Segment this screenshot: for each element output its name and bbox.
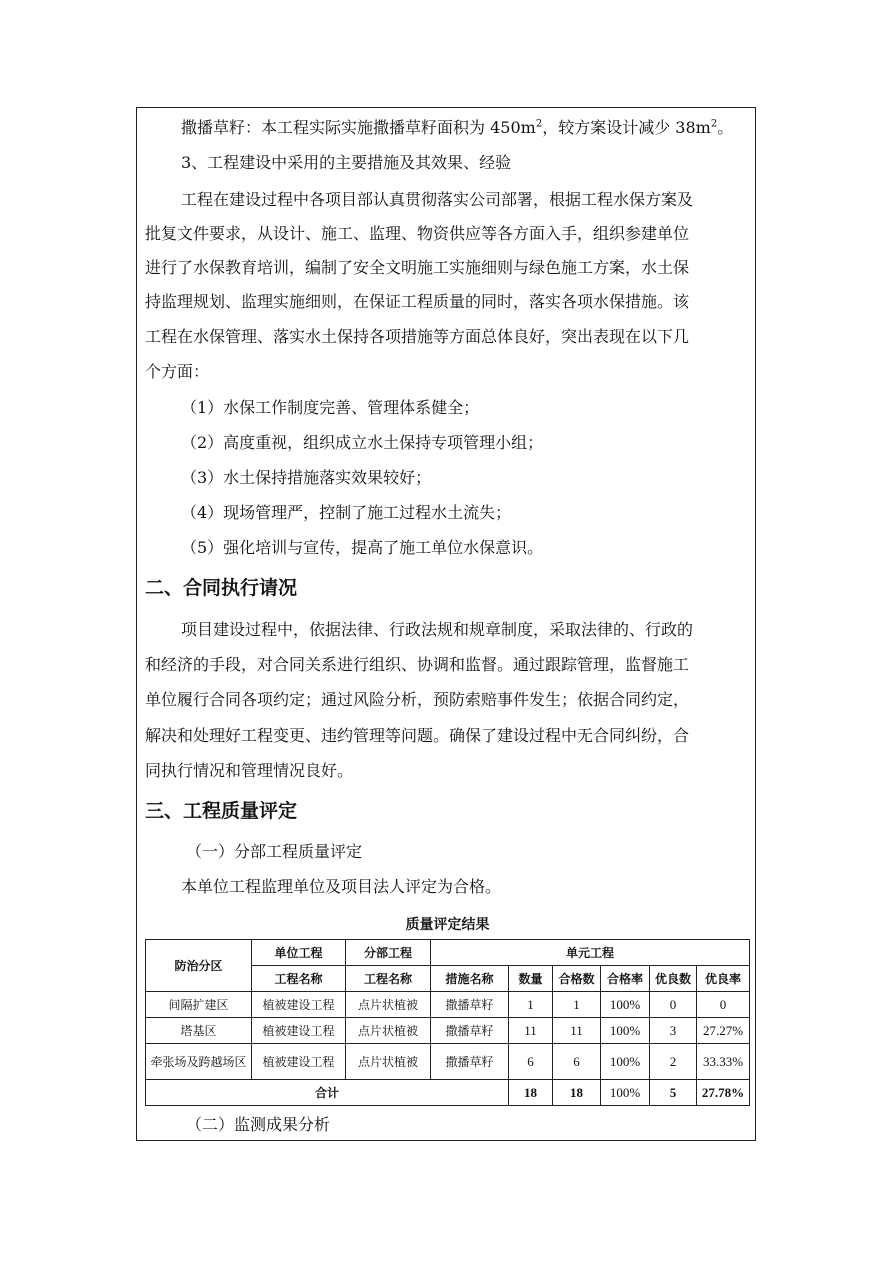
- list-item: （4）现场管理严，控制了施工过程水土流失；: [181, 503, 512, 522]
- qualified-rate-cell: 100%: [601, 1044, 650, 1080]
- total-qualified-rate-cell: 100%: [601, 1080, 650, 1106]
- header-cell: 单元工程: [431, 940, 750, 966]
- qualified-cell: 6: [553, 1044, 601, 1080]
- point-3-title: 3、工程建设中采用的主要措施及其效果、经验: [181, 153, 512, 172]
- total-excellent-rate-cell: 27.78%: [697, 1080, 750, 1106]
- unit-cell: 植被建设工程: [252, 1018, 346, 1044]
- table-caption: 质量评定结果: [405, 917, 490, 933]
- paragraph-line: 进行了水保教育培训，编制了安全文明施工实施细则与绿色施工方案，水土保: [145, 258, 690, 277]
- total-qualified-cell: 18: [553, 1080, 601, 1106]
- sowing-text-3: 。: [717, 118, 734, 137]
- excellent-rate-cell: 27.27%: [697, 1018, 750, 1044]
- list-item: （2）高度重视，组织成立水土保持专项管理小组；: [181, 433, 544, 452]
- measure-cell: 撒播草籽: [431, 1018, 509, 1044]
- table-row: [146, 1018, 750, 1044]
- sub-cell: 点片状植被: [346, 1018, 431, 1044]
- measure-cell: 撒播草籽: [431, 1044, 509, 1080]
- list-item: （1）水保工作制度完善、管理体系健全；: [181, 398, 480, 417]
- header-cell: 优良数: [650, 966, 697, 992]
- header-cell: 合格率: [601, 966, 650, 992]
- zone-cell: 间隔扩建区: [146, 992, 252, 1018]
- measure-cell: 撒播草籽: [431, 992, 509, 1018]
- quality-table: [145, 939, 750, 1106]
- qualified-cell: 1: [553, 992, 601, 1018]
- paragraph-line: 工程在水保管理、落实水土保持各项措施等方面总体良好，突出表现在以下几: [145, 327, 690, 346]
- qualified-cell: 11: [553, 1018, 601, 1044]
- count-cell: 11: [509, 1018, 553, 1044]
- paragraph-line: 项目建设过程中，依据法律、行政法规和规章制度，采取法律的、行政的: [181, 620, 694, 639]
- qualified-rate-cell: 100%: [601, 1018, 650, 1044]
- paragraph-line: 工程在建设过程中各项目部认真贯彻落实公司部署，根据工程水保方案及: [181, 190, 694, 209]
- header-cell: 数量: [509, 966, 553, 992]
- list-item: （3）水土保持措施落实效果较好；: [181, 468, 432, 487]
- header-cell: 合格数: [553, 966, 601, 992]
- paragraph-line: 批复文件要求，从设计、施工、监理、物资供应等各方面入手，组织参建单位: [145, 224, 690, 243]
- sub-cell: 点片状植被: [346, 992, 431, 1018]
- sowing-text-2: ，较方案设计减少 38m: [542, 118, 711, 137]
- header-cell: 工程名称: [252, 966, 346, 992]
- excellent-cell: 0: [650, 992, 697, 1018]
- header-cell: 单位工程: [252, 940, 346, 966]
- paragraph-line: 同执行情况和管理情况良好。: [145, 761, 354, 780]
- paragraph-line: 本单位工程监理单位及项目法人评定为合格。: [181, 877, 502, 896]
- unit-cell: 植被建设工程: [252, 1044, 346, 1080]
- superscript-2: 2: [535, 118, 543, 130]
- table-total-row: [146, 1080, 750, 1106]
- paragraph-line: 个方面：: [145, 362, 210, 381]
- paragraph-line: 解决和处理好工程变更、违约管理等问题。确保了建设过程中无合同纠纷，合: [145, 726, 690, 745]
- total-excellent-cell: 5: [650, 1080, 697, 1106]
- total-label-cell: 合计: [146, 1080, 509, 1106]
- zone-cell: 塔基区: [146, 1018, 252, 1044]
- excellent-cell: 2: [650, 1044, 697, 1080]
- table-row: [146, 1044, 750, 1080]
- list-item: （5）强化培训与宣传，提高了施工单位水保意识。: [181, 538, 544, 557]
- table-row: [146, 992, 750, 1018]
- superscript-2: 2: [710, 118, 718, 130]
- section-heading-quality: 三、工程质量评定: [145, 800, 298, 822]
- section-heading-contract: 二、合同执行请况: [145, 577, 298, 599]
- sub-cell: 点片状植被: [346, 1044, 431, 1080]
- total-count-cell: 18: [509, 1080, 553, 1106]
- sowing-text-1: 撒播草籽：本工程实际实施撒播草籽面积为 450m: [181, 118, 536, 137]
- subsection-title: （一）分部工程质量评定: [186, 842, 363, 861]
- qualified-rate-cell: 100%: [601, 992, 650, 1018]
- header-cell: 措施名称: [431, 966, 509, 992]
- header-cell: 工程名称: [346, 966, 431, 992]
- unit-cell: 植被建设工程: [252, 992, 346, 1018]
- excellent-rate-cell: 33.33%: [697, 1044, 750, 1080]
- excellent-cell: 3: [650, 1018, 697, 1044]
- zone-cell: 牵张场及跨越场区: [146, 1044, 252, 1080]
- header-cell: 防治分区: [146, 940, 252, 992]
- paragraph-line: 单位履行合同各项约定；通过风险分析，预防索赔事件发生；依据合同约定，: [145, 690, 690, 709]
- sowing-paragraph: [181, 118, 786, 138]
- paragraph-line: 和经济的手段，对合同关系进行组织、协调和监督。通过跟踪管理，监督施工: [145, 655, 690, 674]
- paragraph-line: 持监理规划、监理实施细则，在保证工程质量的同时，落实各项水保措施。该: [145, 292, 690, 311]
- header-cell: 分部工程: [346, 940, 431, 966]
- header-cell: 优良率: [697, 966, 750, 992]
- count-cell: 1: [509, 992, 553, 1018]
- count-cell: 6: [509, 1044, 553, 1080]
- table-header-row: [146, 940, 750, 966]
- excellent-rate-cell: 0: [697, 992, 750, 1018]
- subsection-title: （二）监测成果分析: [186, 1115, 331, 1134]
